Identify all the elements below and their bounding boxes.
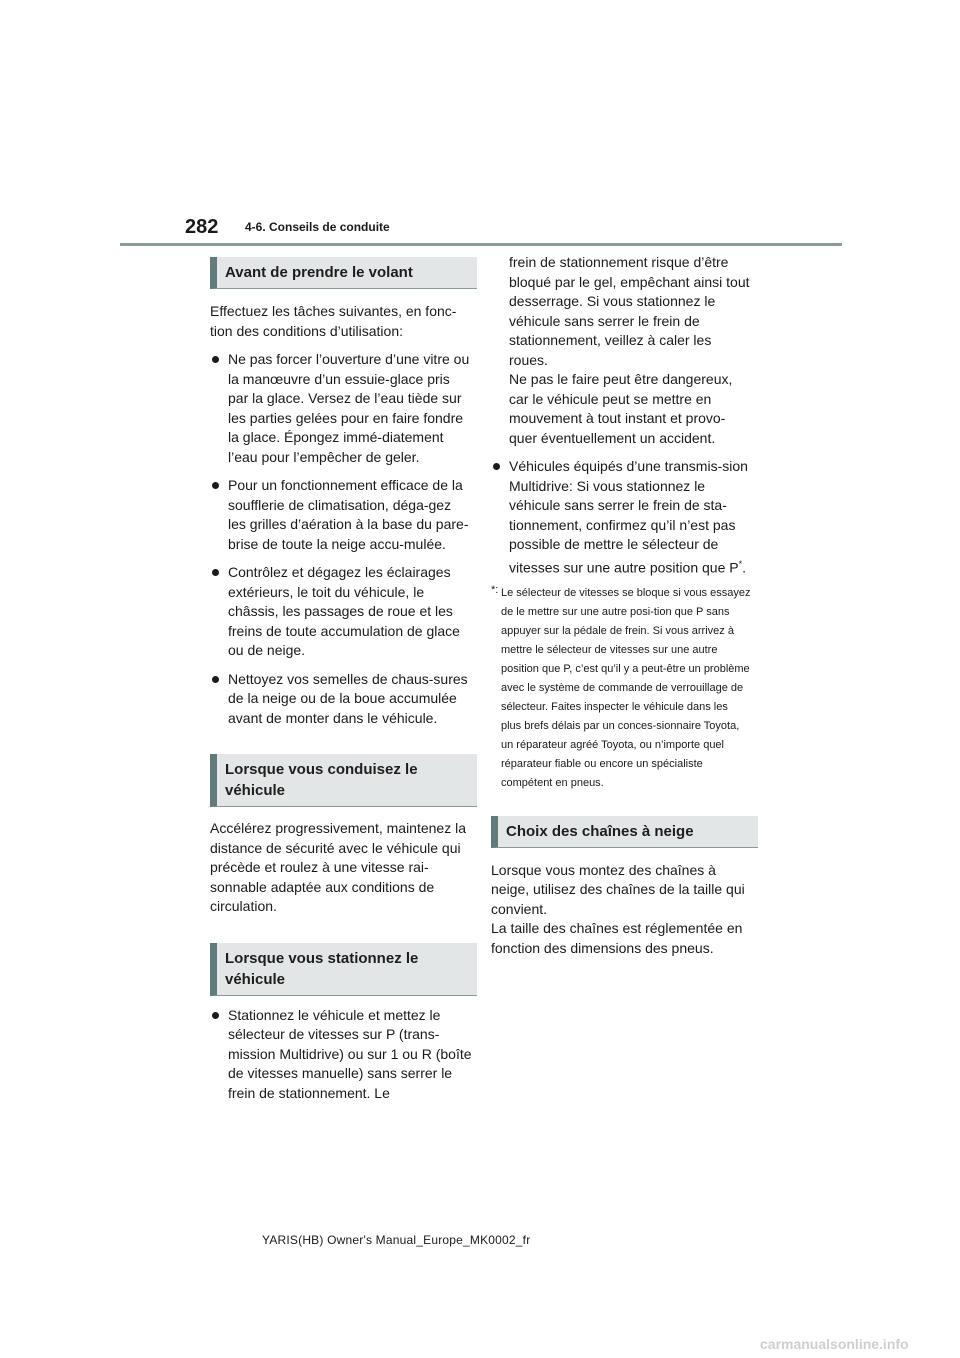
asterisk-mark: * (738, 558, 743, 569)
before-driving-list (210, 350, 472, 728)
section-title: 4-6. Conseils de conduite (245, 220, 390, 234)
parking-continued: frein de stationnement risque d’être bloqué par le gel, empêchant ainsi tout desserrage. Si vous stationnez le véhicule sans serrer le frein de stationnement, veillez à caler les roues. (509, 254, 750, 368)
parking-warning: Ne pas le faire peut être dangereux, car le véhicule peut se mettre en mouvement à tout instant et provo-quer éventuellement un accident. (509, 371, 733, 446)
header-divider (120, 243, 842, 246)
chains-paragraph: Lorsque vous montez des chaînes à neige, utilisez des chaînes de la taille qui convient. (491, 861, 745, 917)
bullet-icon (212, 569, 219, 576)
intro-paragraph: Effectuez les tâches suivantes, en fonc-tion des conditions d’utilisation: (210, 303, 457, 339)
list-item: Stationnez le véhicule et mettez le sélecteur de vitesses sur P (trans-mission Multidrive) ou sur 1 ou R (boîte de vitesses manuelle) sans serrer le frein de stationnement. Le (210, 1006, 472, 1104)
list-item: Contrôlez et dégagez les éclairages extérieurs, le toit du véhicule, le châssis, les passages de roue et les freins de toute accumulation de glace ou de neige. (210, 563, 472, 661)
list-item: Nettoyez vos semelles de chaus-sures de la neige ou de la boue accumulée avant de monter dans le véhicule. (210, 670, 472, 729)
heading-while-driving: Lorsque vous conduisez le véhicule (210, 754, 477, 807)
left-column (210, 257, 472, 1103)
heading-before-driving: Avant de prendre le volant (210, 257, 477, 289)
bullet-icon (212, 676, 219, 683)
footnote: *: Le sélecteur de vitesses se bloque si vous essayez de le mettre sur une autre posi-tion que P sans appuyer sur la pédale de frein. Si vous arrivez à mettre le sélecteur de vitesses sur une autre position que P, c’est qu’il y a peut-être un problème avec le système de commande de verrouillage de sélecteur. Faites inspecter le véhicule dans les plus brefs délais par un conces-sionnaire Toyota, un réparateur agréé Toyota, ou n’importe quel réparateur fiable ou encore un spécialiste compétent en pneus. (491, 584, 751, 793)
manual-footer: YARIS(HB) Owner's Manual_Europe_MK0002_fr (262, 1233, 531, 1247)
bullet-icon (212, 1012, 219, 1019)
list-item: Véhicules équipés d’une transmis-sion Multidrive: Si vous stationnez le véhicule sans serrer le frein de sta-tionnement, confirmez qu’il n’est pas possible de mettre le sélecteur de vitesses sur une autre position que P*. (491, 457, 751, 578)
parking-list (210, 1006, 472, 1104)
bullet-icon (212, 482, 219, 489)
list-item: Ne pas forcer l’ouverture d’une vitre ou la manœuvre d’un essuie-glace pris par la glace. Versez de l’eau tiède sur les parties gelées pour en faire fondre la glace. Épongez immé-diatement l’eau pour l’empêcher de geler. (210, 350, 472, 467)
bullet-icon (493, 463, 500, 470)
chains-regulation: La taille des chaînes est réglementée en fonction des dimensions des pneus. (491, 920, 743, 956)
multidrive-list (491, 457, 751, 578)
heading-parking: Lorsque vous stationnez le véhicule (210, 943, 477, 996)
watermark: carmanualsonline.info (760, 1336, 909, 1352)
list-item: Pour un fonctionnement efficace de la soufflerie de climatisation, déga-gez les grilles d’aération à la base du pare-brise de toute la neige accu-mulée. (210, 476, 472, 554)
right-column (491, 253, 751, 958)
heading-snow-chains: Choix des chaînes à neige (491, 816, 758, 848)
bullet-icon (212, 356, 219, 363)
footnote-marker: *: (491, 583, 499, 596)
driving-paragraph: Accélérez progressivement, maintenez la distance de sécurité avec le véhicule qui précède et roulez à une vitesse rai-sonnable adaptée aux conditions de circulation. (210, 820, 467, 914)
page-number: 282 (185, 216, 219, 238)
